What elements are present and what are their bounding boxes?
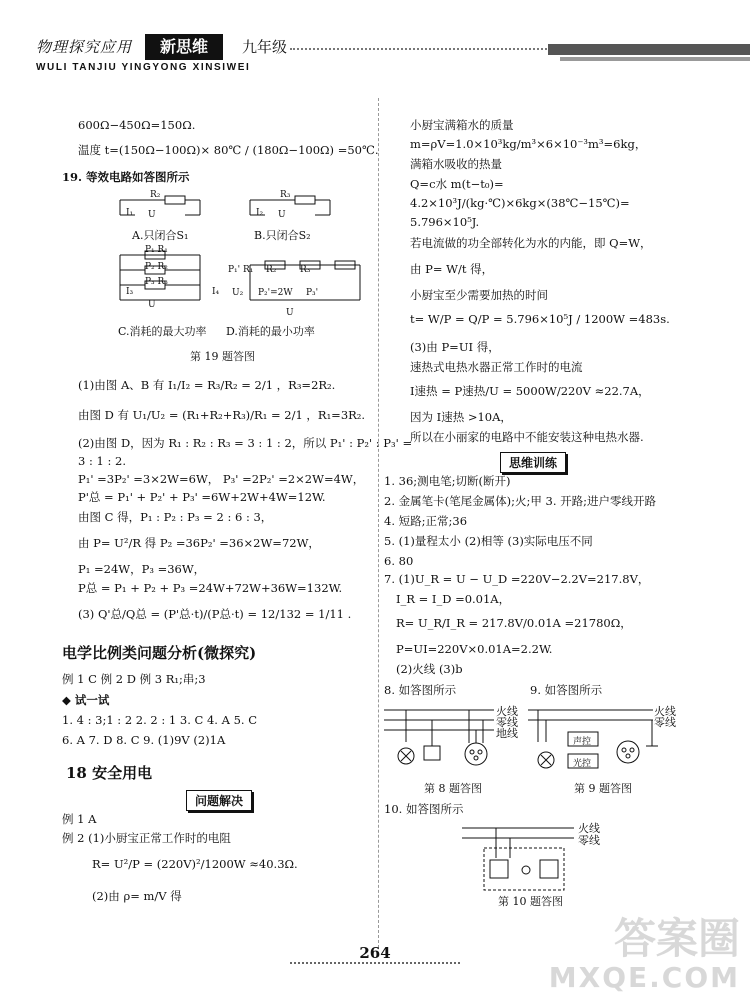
text-line: 4.2×10³J/(kg·℃)×6kg×(38℃−15℃)=	[410, 196, 630, 210]
label-u: U	[278, 210, 286, 220]
box-problem-solving: 问题解决	[186, 790, 252, 811]
label-r3: R₃	[280, 190, 291, 200]
text-line: m=ρV=1.0×10³kg/m³×6×10⁻³m³=6kg，	[410, 137, 647, 151]
header-subtitle: WULI TANJIU YINGYONG XINSIWEI	[36, 62, 251, 73]
watermark-url: MXQE.COM	[548, 961, 740, 994]
page-number-rule	[290, 962, 460, 964]
text-line: 7. (1)U_R = U − U_D =220V−2.2V=217.8V，	[384, 572, 650, 586]
header-title-box: 新思维	[145, 34, 223, 60]
box-thinking-training: 思维训练	[500, 452, 566, 473]
label-p1r1: P₁ R₁	[145, 245, 168, 255]
text-line: R= U²/P = (220V)²/1200W ≈40.3Ω.	[92, 857, 298, 871]
caption-c: C.消耗的最大功率	[118, 325, 207, 338]
text-line: 温度 t=(150Ω−100Ω)× 80℃ / (180Ω−100Ω) =50℃.	[78, 143, 379, 157]
header-dotted-rule	[290, 48, 550, 50]
label-d-r2: R₂	[266, 265, 277, 275]
text-line: 例 1 A	[62, 812, 97, 826]
text-line: I_R = I_D =0.01A，	[396, 592, 511, 606]
label-live: 火线	[578, 822, 600, 835]
text-line: 600Ω−450Ω=150Ω.	[78, 118, 196, 132]
label-d-p1r1: P₁' R₁	[228, 265, 254, 275]
label-i4: I₄	[212, 287, 220, 297]
label-u: U	[286, 308, 294, 318]
fig10-caption: 第 10 题答图	[498, 895, 563, 908]
text-line: I速热 = P速热/U = 5000W/220V ≈22.7A，	[410, 384, 650, 398]
text-line: (3) Q'总/Q总 = (P'总·t)/(P总·t) = 12/132 = 1/11 .	[78, 607, 352, 621]
text-line: 9. 如答图所示	[530, 683, 603, 697]
text-line: 例 1 C 例 2 D 例 3 R₁;串;3	[62, 672, 206, 686]
text-line: 8. 如答图所示	[384, 683, 457, 697]
header-grade: 九年级	[242, 38, 288, 56]
text-line: (2)由 ρ= m/V 得	[92, 889, 182, 903]
label-d-u2: U₂	[232, 288, 244, 298]
label-i1: I₁	[126, 208, 134, 218]
text-line: P₁ =24W，P₃ =36W，	[78, 562, 206, 576]
text-line: 10. 如答图所示	[384, 802, 464, 816]
label-r2: R₂	[150, 190, 161, 200]
text-line-try: ◆ 试一试	[62, 693, 110, 707]
caption-d: D.消耗的最小功率	[226, 325, 315, 338]
label-p3r3: P₃ R₃	[145, 277, 168, 287]
label-d-p3: P₃'	[306, 288, 319, 298]
wiring-diagram-q10	[462, 820, 582, 900]
label-light-control: 光控	[573, 759, 592, 769]
watermark	[548, 914, 740, 994]
text-line: 5.796×10⁵J.	[410, 215, 480, 229]
text-line: 由图 C 得，P₁ : P₂ : P₃ = 2 : 6 : 3，	[78, 510, 273, 524]
fig9-caption: 第 9 题答图	[574, 782, 632, 795]
text-line: (3)由 P=UI 得，	[410, 340, 500, 354]
wiring-diagram-q8	[384, 702, 514, 782]
text-line: 由图 D 有 U₁/U₂ = (R₁+R₂+R₃)/R₁ = 2/1 ，R₁=3R₂.	[78, 408, 366, 422]
label-neutral: 零线	[654, 716, 676, 729]
label-sound-control: 声控	[573, 737, 592, 747]
text-line: P₁' =3P₂' =3×2W=6W， P₃' =2P₂' =2×2W=4W，	[78, 472, 365, 486]
section-title-ratio: 电学比例类问题分析(微探究)	[62, 644, 257, 662]
text-line: 6. A 7. D 8. C 9. (1)9V (2)1A	[62, 733, 226, 747]
caption-a: A.只闭合S₁	[132, 229, 189, 242]
text-line: (2)由图 D，因为 R₁ : R₂ : R₃ = 3 : 1 : 2，所以 P₁' : P₂' : P₃' =	[78, 436, 413, 450]
text-line: 因为 I速热 >10A，	[410, 410, 512, 424]
text-line: 1. 36;测电笔;切断(断开)	[384, 474, 511, 488]
header-bar-thin	[560, 57, 750, 61]
text-line: 若电流做的功全部转化为水的内能，即 Q=W，	[410, 236, 652, 250]
text-line: 满箱水吸收的热量	[410, 157, 502, 171]
label-neutral: 零线	[578, 834, 600, 847]
text-line: 速热式电热水器正常工作时的电流	[410, 360, 583, 374]
text-line: (1)由图 A、B 有 I₁/I₂ = R₃/R₂ = 2/1 ，R₃=2R₂.	[78, 378, 336, 392]
label-live: 火线	[496, 705, 518, 718]
label-i2: I₂	[256, 208, 264, 218]
text-line: 3 : 1 : 2.	[78, 454, 126, 468]
section-title-safety: 18 安全用电	[66, 764, 153, 782]
fig8-caption: 第 8 题答图	[424, 782, 482, 795]
question-19: 19. 等效电路如答图所示	[62, 170, 190, 184]
text-line: P'总 = P₁' + P₂' + P₃' =6W+2W+4W=12W.	[78, 490, 326, 504]
page-number: 264	[359, 944, 391, 962]
label-u: U	[148, 210, 156, 220]
text-line: 1. 4 : 3;1 : 2 2. 2 : 1 3. C 4. A 5. C	[62, 713, 257, 727]
fig19-caption: 第 19 题答图	[190, 350, 255, 363]
label-d-p2: P₂'=2W	[258, 288, 293, 298]
text-line: P总 = P₁ + P₂ + P₃ =24W+72W+36W=132W.	[78, 581, 343, 595]
label-p2r2: P₂ R₂	[145, 262, 168, 272]
text-line: P=UI=220V×0.01A=2.2W.	[396, 642, 553, 656]
text-line: 由 P= U²/R 得 P₂ =36P₂' =36×2W=72W，	[78, 536, 320, 550]
text-line: 所以在小丽家的电路中不能安装这种电热水器.	[410, 430, 644, 444]
text-line: 小厨宝至少需要加热的时间	[410, 288, 548, 302]
text-line: 由 P= W/t 得，	[410, 262, 494, 276]
text-line: 4. 短路;正常;36	[384, 514, 468, 528]
header-bar	[548, 44, 750, 55]
label-i3: I₃	[126, 287, 134, 297]
text-line: R= U_R/I_R = 217.8V/0.01A =21780Ω，	[396, 616, 632, 630]
text-line: Q=c水 m(t−t₀)=	[410, 177, 504, 191]
header-title-left: 物理探究应用	[36, 38, 133, 56]
text-line: 6. 80	[384, 554, 414, 568]
label-ground: 地线	[496, 727, 518, 740]
label-live: 火线	[654, 705, 676, 718]
label-neutral: 零线	[496, 716, 518, 729]
text-line: (2)火线 (3)b	[396, 662, 463, 676]
text-line: 小厨宝满箱水的质量	[410, 118, 514, 132]
label-u: U	[148, 300, 156, 310]
label-d-r3: R₃	[300, 265, 311, 275]
text-line: t= W/P = Q/P = 5.796×10⁵J / 1200W =483s.	[410, 312, 670, 326]
caption-b: B.只闭合S₂	[254, 229, 311, 242]
text-line: 2. 金属笔卡(笔尾金属体);火;甲 3. 开路;进户零线开路	[384, 494, 657, 508]
text-line: 5. (1)量程太小 (2)相等 (3)实际电压不同	[384, 534, 593, 548]
text-line: 例 2 (1)小厨宝正常工作时的电阻	[62, 831, 231, 845]
watermark-cn: 答案圈	[613, 914, 740, 963]
wiring-diagram-q9	[528, 702, 668, 782]
